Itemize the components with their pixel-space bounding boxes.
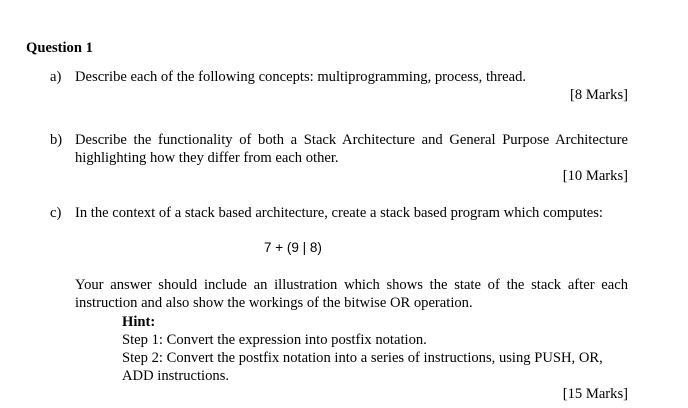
part-a-label: a) [50, 69, 62, 85]
answer-instructions-line1: Your answer should include an illustration which shows the state of the stack after each [75, 277, 628, 293]
part-a-marks: [8 Marks] [570, 87, 628, 103]
answer-instructions-line2: instruction and also show the workings of the bitwise OR operation. [75, 295, 473, 311]
expression: 7 + (9 | 8) [264, 240, 322, 255]
part-a-text: Describe each of the following concepts: multiprogramming, process, thread. [75, 69, 527, 85]
hint-step-2-line2: ADD instructions. [122, 368, 230, 384]
part-b-text-line2: highlighting how they differ from each other. [75, 150, 339, 166]
hint-step-2-line1: Step 2: Convert the postfix notation into a series of instructions, using PUSH, OR, [122, 350, 603, 366]
hint-title: Hint: [122, 314, 156, 330]
part-b-marks: [10 Marks] [562, 168, 628, 184]
part-c-label: c) [50, 205, 62, 221]
part-c-marks: [15 Marks] [562, 386, 628, 402]
part-b-label: b) [50, 132, 63, 148]
hint-step-1: Step 1: Convert the expression into postfix notation. [122, 332, 427, 348]
part-b-text-line1: Describe the functionality of both a Stack Architecture and General Purpose Architecture [75, 132, 628, 148]
question-title: Question 1 [26, 40, 93, 56]
part-c-text: In the context of a stack based architecture, create a stack based program which computes: [75, 205, 603, 221]
